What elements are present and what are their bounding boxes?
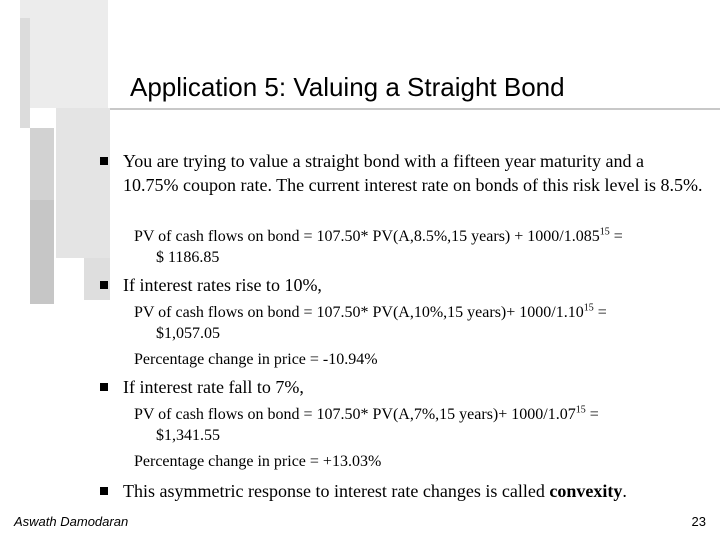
bullet-3-percent-change: Percentage change in price = +13.03% [134,453,382,470]
bullet-3-pv-suffix: = [585,406,599,423]
bullet-2-pv-exponent: 15 [583,302,594,314]
bullet-marker-1 [100,157,108,165]
decor-block-mid [56,108,110,258]
bullet-2-pv-suffix: = [593,304,607,321]
bullet-text-4 [123,479,713,503]
bullet-1-pv-result: $ 1186.85 [156,249,220,266]
bullet-2-pv-prefix: PV of cash flows on bond = 107.50* PV(A,10%,15 years)+ 1000/1.10 [134,304,584,321]
convexity-term: convexity [549,481,623,501]
bullet-3-pv-exponent: 15 [575,404,586,416]
bullet-marker-4 [100,487,108,495]
footer-page-number: 23 [691,514,706,529]
bullet-text-3: If interest rate fall to 7%, [123,377,304,397]
bullet-1-pv-line [134,226,704,247]
bullet-1-pv-suffix: = [609,228,623,245]
bullet-2-percent-change: Percentage change in price = -10.94% [134,351,378,368]
bullet-3-pv-line [134,404,704,425]
footer-author: Aswath Damodaran [14,514,129,529]
bullet-3-pv-result: $1,341.55 [156,427,220,444]
bullet-1-pv-prefix: PV of cash flows on bond = 107.50* PV(A,8.5%,15 years) + 1000/1.085 [134,228,600,245]
decor-block-dark [30,200,54,304]
bullet-2-pv-line [134,302,704,323]
decor-block-top [20,0,108,108]
bullet-marker-3 [100,383,108,391]
bullet-2-pv-result: $1,057.05 [156,325,220,342]
bullet-3-pv-prefix: PV of cash flows on bond = 107.50* PV(A,7%,15 years)+ 1000/1.07 [134,406,576,423]
bullet-1-pv-exponent: 15 [599,226,610,238]
bullet-marker-2 [100,281,108,289]
bullet-text-2: If interest rates rise to 10%, [123,275,322,295]
slide-title: Application 5: Valuing a Straight Bond [130,72,565,102]
title-rule [110,108,720,110]
bullet-4-text-prefix: This asymmetric response to interest rate changes is called [123,481,550,501]
bullet-text-1: You are trying to value a straight bond with a fifteen year maturity and a 10.75% coupon rate. The current interest rate on bonds of this risk level is 8.5%. [123,151,703,195]
bullet-4-text-suffix: . [622,481,627,501]
decor-block-low [84,258,110,300]
decor-block-top-inner [20,18,30,128]
